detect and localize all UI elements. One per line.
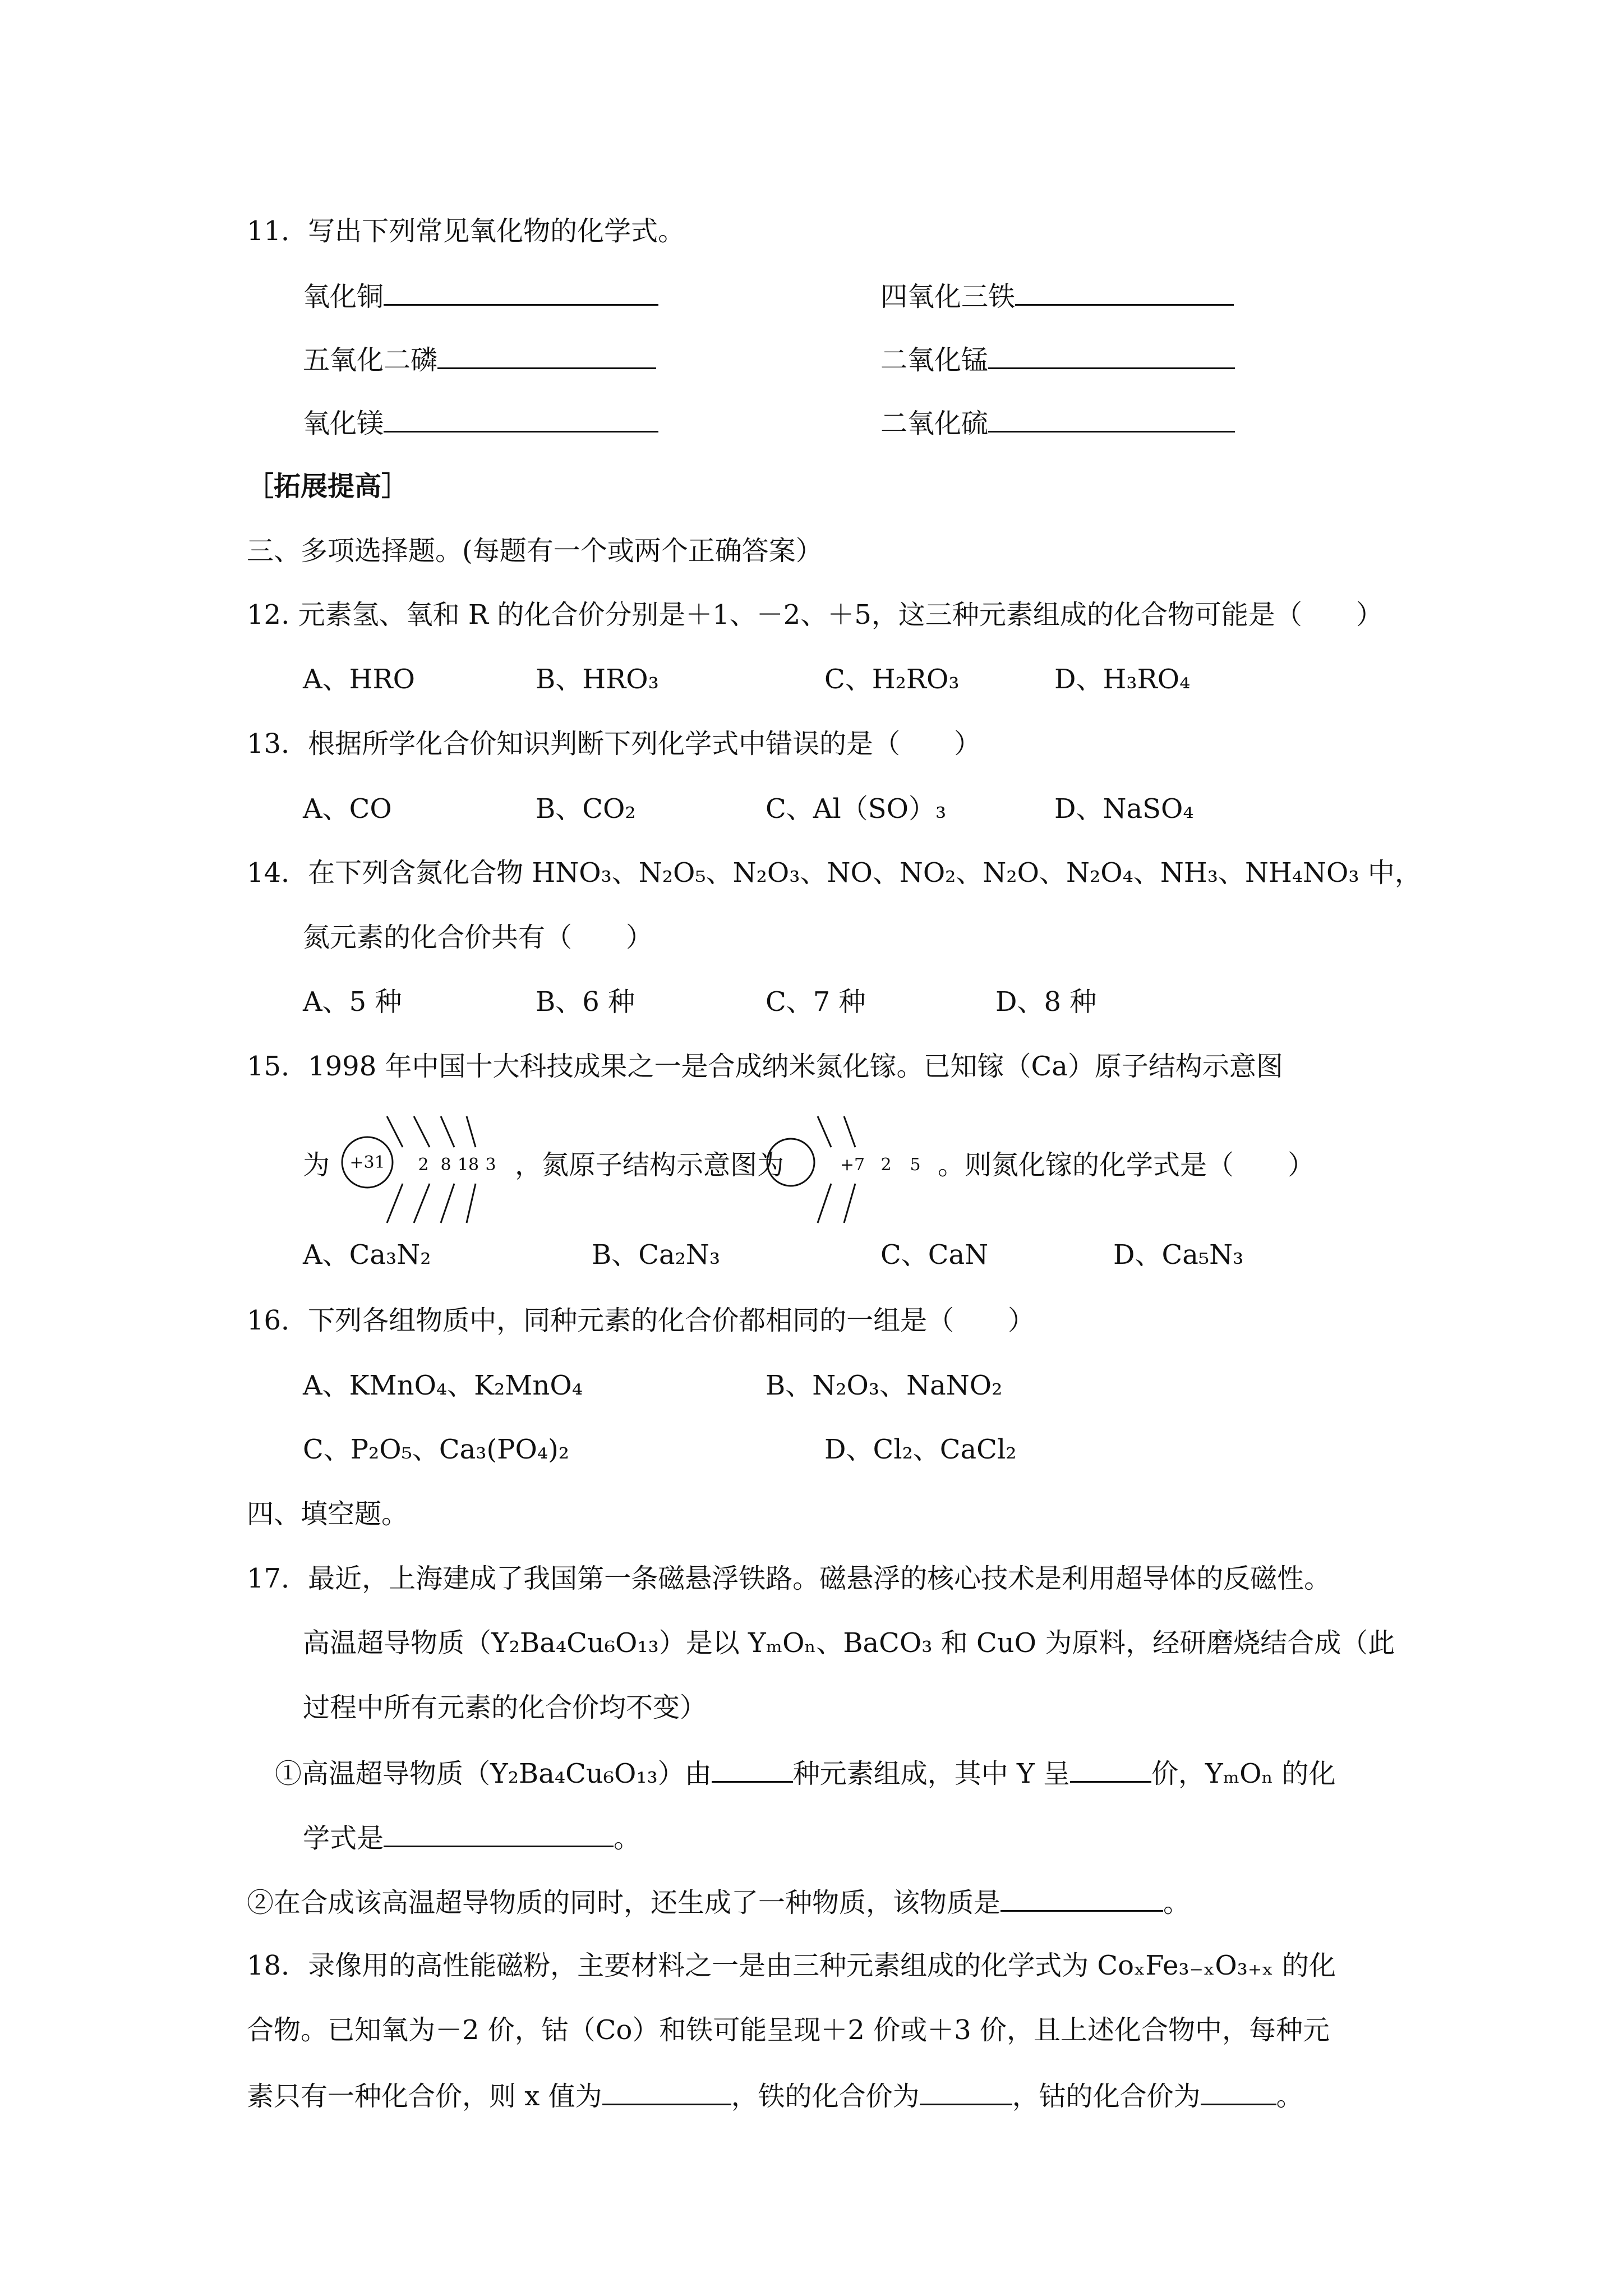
q14-option-a[interactable]: A、5 种 — [303, 986, 402, 1018]
q17-sub1-line2 — [303, 1823, 640, 1852]
q17-line3: 过程中所有元素的化合价均不变） — [303, 1692, 707, 1723]
nitrogen-shell-1: 2 — [880, 1155, 892, 1175]
q11-item-label: 氧化镁 — [303, 408, 384, 439]
answer-blank[interactable] — [1000, 1888, 1163, 1912]
q17-line2: 高温超导物质（Y₂Ba₄Cu₆O₁₃）是以 YₘOₙ、BaCO₃ 和 CuO 为原料，经研磨烧结合成（此 — [303, 1627, 1395, 1659]
q12-option-b[interactable]: B、HRO₃ — [536, 664, 659, 695]
q13-option-c[interactable]: C、Al（SO）₃ — [766, 793, 947, 825]
q17-sub1-text-b: 种元素组成，其中 Y 呈 — [792, 1758, 1071, 1789]
q18-line3-text-b: ，铁的化合价为 — [731, 2081, 920, 2112]
part4-heading: 四、填空题。 — [247, 1498, 409, 1530]
q13-option-a[interactable]: A、CO — [303, 793, 392, 825]
q13-option-b[interactable]: B、CO₂ — [536, 793, 636, 825]
q12-option-d[interactable]: D、H₃RO₄ — [1054, 664, 1191, 695]
q11-item-label: 氧化铜 — [303, 281, 384, 312]
q13-stem: 13．根据所学化合价知识判断下列化学式中错误的是（ ） — [247, 728, 981, 760]
q15-option-a[interactable]: A、Ca₃N₂ — [303, 1239, 431, 1271]
q18-line3-text-c: ，钴的化合价为 — [1012, 2081, 1201, 2112]
answer-blank[interactable] — [1201, 2081, 1276, 2105]
gallium-nucleus-charge: +31 — [349, 1153, 385, 1172]
q16-option-c[interactable]: C、P₂O₅、Ca₃(PO₄)₂ — [303, 1434, 570, 1465]
q15-line2-prefix: 为 — [303, 1149, 330, 1181]
answer-blank[interactable] — [602, 2081, 731, 2105]
q16-option-d[interactable]: D、Cl₂、CaCl₂ — [824, 1434, 1017, 1465]
q17-sub2-text-a: ②在合成该高温超导物质的同时，还生成了一种物质，该物质是 — [247, 1887, 1001, 1918]
q15-line2-middle: ，氮原子结构示意图为 — [515, 1149, 785, 1181]
q17-sub1-text-d: 学式是 — [303, 1823, 384, 1854]
nitrogen-nucleus-charge: +7 — [840, 1155, 865, 1175]
q11-item-label: 四氧化三铁 — [880, 281, 1016, 312]
q18-line3 — [247, 2081, 1303, 2110]
answer-blank[interactable] — [1070, 1759, 1151, 1783]
q11-item-label: 二氧化锰 — [880, 344, 989, 376]
q14-stem-line2: 氮元素的化合价共有（ ） — [303, 922, 653, 953]
q17-sub1-text-c: 价，YₘOₙ 的化 — [1151, 1758, 1336, 1789]
q16-option-b[interactable]: B、N₂O₃、NaNO₂ — [766, 1370, 1003, 1401]
q12-stem: 12. 元素氢、氧和 R 的化合价分别是＋1、－2、＋5，这三种元素组成的化合物可能是（ ） — [247, 599, 1383, 631]
section-extend-heading: ［拓展提高］ — [247, 471, 409, 502]
q18-line3-text-a: 素只有一种化合价，则 x 值为 — [247, 2081, 602, 2112]
answer-blank[interactable] — [384, 1823, 614, 1847]
gallium-shell-1: 2 — [418, 1155, 429, 1175]
q18-line2: 合物。已知氧为－2 价，钴（Co）和铁可能呈现＋2 价或＋3 价，且上述化合物中，每种元 — [247, 2014, 1330, 2046]
q17-line1: 17．最近，上海建成了我国第一条磁悬浮铁路。磁悬浮的核心技术是利用超导体的反磁性。 — [247, 1563, 1331, 1594]
q16-option-a[interactable]: A、KMnO₄、K₂MnO₄ — [303, 1370, 583, 1401]
answer-blank[interactable] — [712, 1759, 793, 1783]
q15-line2-suffix: 。则氮化镓的化学式是（ ） — [938, 1149, 1315, 1181]
q11-item-label: 二氧化硫 — [880, 408, 989, 439]
nitrogen-shell-2: 5 — [910, 1155, 921, 1175]
q12-option-a[interactable]: A、HRO — [303, 664, 416, 695]
q15-option-b[interactable]: B、Ca₂N₃ — [592, 1239, 721, 1271]
q17-sub1-line — [275, 1759, 1336, 1787]
q11-item-label: 五氧化二磷 — [303, 344, 438, 376]
q11-stem: 11．写出下列常见氧化物的化学式。 — [247, 215, 685, 247]
answer-blank[interactable] — [920, 2081, 1012, 2105]
q16-stem: 16．下列各组物质中，同种元素的化合价都相同的一组是（ ） — [247, 1305, 1035, 1336]
part3-heading: 三、多项选择题。(每题有一个或两个正确答案） — [247, 535, 823, 567]
q14-option-c[interactable]: C、7 种 — [766, 986, 866, 1018]
gallium-shell-4: 3 — [485, 1155, 496, 1175]
q17-sub2-end: 。 — [1163, 1887, 1191, 1918]
q14-option-d[interactable]: D、8 种 — [995, 986, 1097, 1018]
q15-option-c[interactable]: C、CaN — [880, 1239, 989, 1271]
q12-option-c[interactable]: C、H₂RO₃ — [824, 664, 960, 695]
q15-stem: 15．1998 年中国十大科技成果之一是合成纳米氮化镓。已知镓（Ca）原子结构示意图 — [247, 1051, 1283, 1082]
q17-sub2-line — [247, 1888, 1190, 1916]
q14-stem-line1: 14．在下列含氮化合物 HNO₃、N₂O₅、N₂O₃、NO、NO₂、N₂O、N₂O₄、NH₃、NH₄NO₃ 中， — [247, 857, 1422, 889]
q14-option-b[interactable]: B、6 种 — [536, 986, 635, 1018]
gallium-shell-3: 18 — [457, 1155, 479, 1175]
q18-line1: 18．录像用的高性能磁粉，主要材料之一是由三种元素组成的化学式为 CoₓFe₃₋ₓO₃₊ₓ 的化 — [247, 1950, 1336, 1981]
q18-line3-end: 。 — [1276, 2081, 1303, 2112]
q13-option-d[interactable]: D、NaSO₄ — [1054, 793, 1194, 825]
q17-sub1-end: 。 — [614, 1823, 641, 1854]
q17-sub1-text-a: ①高温超导物质（Y₂Ba₄Cu₆O₁₃）由 — [275, 1758, 712, 1789]
q15-option-d[interactable]: D、Ca₅N₃ — [1113, 1239, 1244, 1271]
gallium-shell-2: 8 — [440, 1155, 451, 1175]
